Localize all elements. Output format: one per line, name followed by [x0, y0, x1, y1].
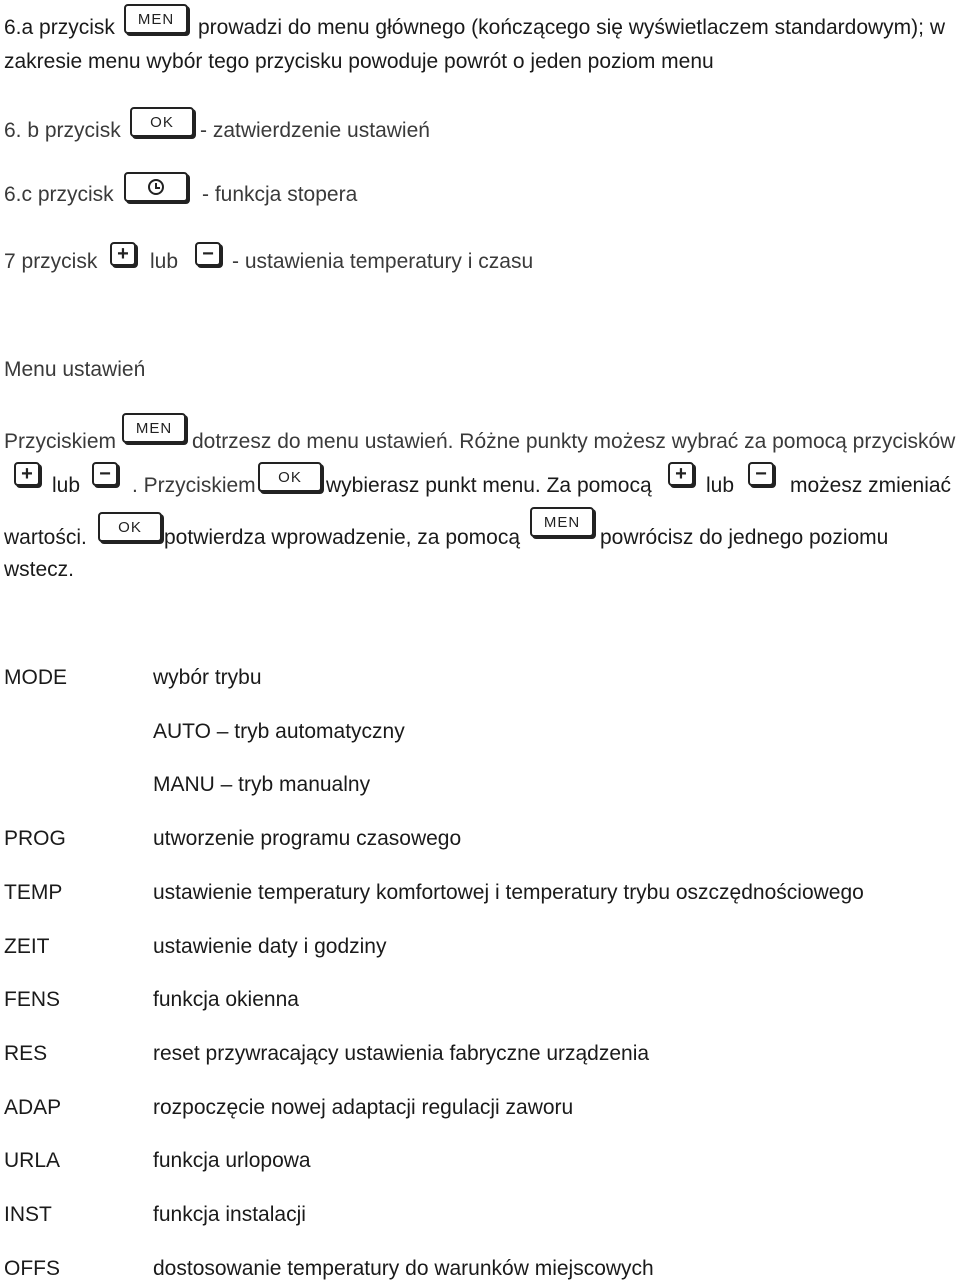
- mode-description: reset przywracający ustawienia fabryczne urządzenia: [153, 1042, 650, 1065]
- mode-description: funkcja urlopowa: [153, 1149, 311, 1172]
- clock-icon: [148, 179, 164, 195]
- ok-key-icon: OK: [130, 107, 194, 137]
- mode-code: OFFS: [4, 1257, 60, 1280]
- para-line2-text-a: . Przyciskiem: [132, 474, 256, 497]
- para-line1-prefix: Przyciskiem: [4, 430, 117, 453]
- mode-description: ustawienie temperatury komfortowej i temperatury trybu oszczędnościowego: [153, 881, 864, 904]
- mode-code: TEMP: [4, 881, 63, 904]
- stopwatch-key-icon: [124, 172, 188, 202]
- plus-key-icon: +: [110, 242, 136, 266]
- mode-code: INST: [4, 1203, 52, 1226]
- intro-line5-text: - ustawienia temperatury i czasu: [232, 250, 534, 273]
- mode-description: utworzenie programu czasowego: [153, 827, 462, 850]
- mode-code: RES: [4, 1042, 48, 1065]
- para-line1-text: dotrzesz do menu ustawień. Różne punkty możesz wybrać za pomocą przycisków: [192, 430, 956, 453]
- intro-line1-prefix: 6.a przycisk: [4, 16, 115, 39]
- mode-description: dostosowanie temperatury do warunków miejscowych: [153, 1257, 654, 1280]
- intro-line3-text: - zatwierdzenie ustawień: [200, 119, 430, 142]
- para-line2-text-b: wybierasz punkt menu. Za pomocą: [326, 474, 652, 497]
- mode-description: wybór trybu: [153, 666, 262, 689]
- minus-key-icon: −: [92, 462, 118, 486]
- intro-line1-text: prowadzi do menu głównego (kończącego się wyświetlaczem standardowym); w: [198, 16, 946, 39]
- plus-key-icon: +: [668, 462, 694, 486]
- intro-line4-prefix: 6.c przycisk: [4, 183, 114, 206]
- mode-description: MANU – tryb manualny: [153, 773, 371, 796]
- mode-code: ADAP: [4, 1096, 62, 1119]
- intro-line2-text: zakresie menu wybór tego przycisku powoduje powrót o jeden poziom menu: [4, 50, 714, 73]
- para-line2-or-2: lub: [706, 474, 735, 497]
- para-line2-text-c: możesz zmieniać: [790, 474, 952, 497]
- mode-description: ustawienie daty i godziny: [153, 935, 387, 958]
- ok-key-icon: OK: [258, 462, 322, 492]
- para-line3-text-b: powrócisz do jednego poziomu: [600, 526, 889, 549]
- men-key-icon: MEN: [530, 507, 594, 537]
- mode-description: funkcja instalacji: [153, 1203, 306, 1226]
- menu-heading: Menu ustawień: [4, 358, 146, 381]
- mode-description: funkcja okienna: [153, 988, 299, 1011]
- intro-line5-prefix: 7 przycisk: [4, 250, 98, 273]
- para-line2-or: lub: [52, 474, 81, 497]
- plus-key-icon: +: [14, 462, 40, 486]
- intro-line3-prefix: 6. b przycisk: [4, 119, 121, 142]
- minus-key-icon: −: [748, 462, 774, 486]
- para-line4-text: wstecz.: [4, 558, 75, 581]
- intro-line5-or: lub: [150, 250, 179, 273]
- mode-code: URLA: [4, 1149, 61, 1172]
- minus-key-icon: −: [195, 242, 221, 266]
- men-key-icon: MEN: [122, 413, 186, 443]
- para-line3-text-a: potwierdza wprowadzenie, za pomocą: [164, 526, 521, 549]
- mode-code: PROG: [4, 827, 66, 850]
- men-key-icon: MEN: [124, 4, 188, 34]
- mode-code: MODE: [4, 666, 67, 689]
- ok-key-icon: OK: [98, 512, 162, 542]
- para-line3-prefix: wartości.: [4, 526, 87, 549]
- mode-code: ZEIT: [4, 935, 50, 958]
- mode-code: FENS: [4, 988, 61, 1011]
- intro-line4-text: - funkcja stopera: [202, 183, 358, 206]
- mode-description: rozpoczęcie nowej adaptacji regulacji zaworu: [153, 1096, 574, 1119]
- mode-description: AUTO – tryb automatyczny: [153, 720, 405, 743]
